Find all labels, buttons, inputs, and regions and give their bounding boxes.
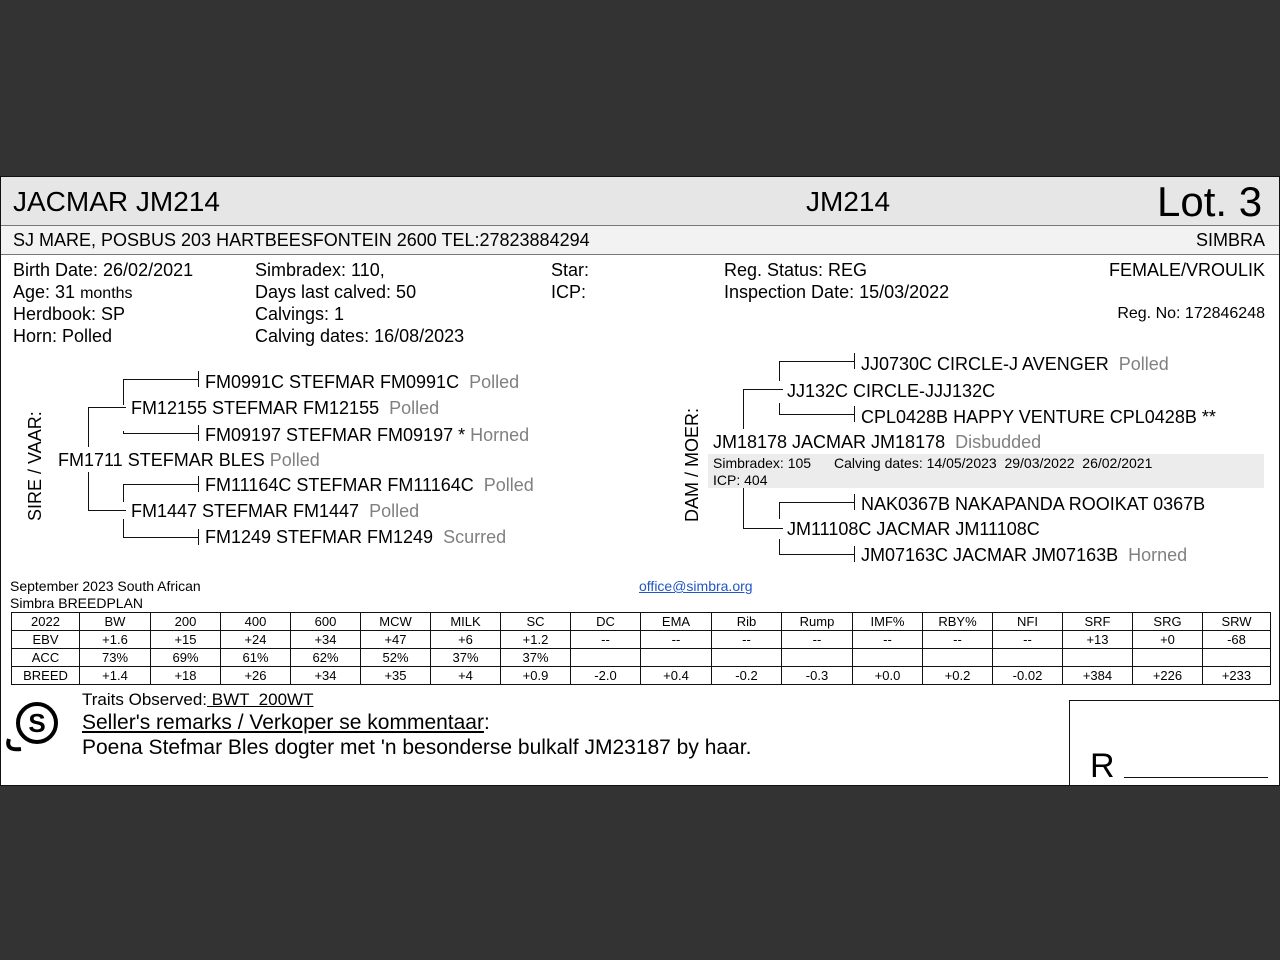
table-cell: +24 (221, 631, 291, 649)
table-header-cell: NFI (993, 613, 1063, 631)
table-cell: +384 (1063, 667, 1133, 685)
line (88, 407, 89, 447)
line (198, 371, 199, 387)
dss-name: JJ0730C CIRCLE-J AVENGER (861, 354, 1109, 374)
icp: ICP: (551, 282, 587, 302)
price-box[interactable] (1069, 700, 1280, 786)
breedplan-caption-2: Simbra BREEDPLAN (10, 595, 144, 611)
ssd-horn: Horned (470, 425, 530, 445)
line (779, 502, 780, 519)
table-cell: -0.3 (782, 667, 853, 685)
lot-card (0, 176, 1280, 786)
table-header-cell: RBY% (923, 613, 993, 631)
table-row (12, 631, 1271, 649)
dds-name: NAK0367B NAKAPANDA ROOIKAT 0367B (861, 494, 1206, 514)
calving-dates: Calving dates: 16/08/2023 (255, 326, 465, 346)
table-cell: -- (853, 631, 923, 649)
table-cell: +1.6 (80, 631, 151, 649)
sex: FEMALE/VROULIK (1108, 260, 1265, 280)
line (743, 488, 744, 528)
table-cell: +233 (1203, 667, 1271, 685)
breedplan-caption-1: September 2023 South African (10, 578, 201, 594)
line (123, 484, 199, 485)
sds-name: FM11164C STEFMAR FM11164C (205, 475, 474, 495)
dam-horn: Disbudded (955, 432, 1042, 452)
dam (713, 431, 1041, 453)
dam-info-box (708, 454, 1264, 488)
sds-horn: Polled (483, 475, 534, 495)
table-cell: -0.2 (712, 667, 782, 685)
ssd-name: FM09197 STEFMAR FM09197 * (205, 425, 466, 445)
table-cell: +4 (431, 667, 501, 685)
table-row (12, 649, 1271, 667)
sire-sire-dam (205, 424, 529, 446)
age-unit: months (80, 285, 133, 302)
sire-dam (131, 500, 419, 522)
dam-dam-dam (861, 544, 1187, 566)
dam-name: JM18178 JACMAR JM18178 (713, 432, 946, 452)
sire-dam-dam (205, 526, 506, 548)
dss-horn: Polled (1118, 354, 1169, 374)
table-cell (853, 649, 923, 667)
table-cell: EBV (12, 631, 80, 649)
table-cell (1063, 649, 1133, 667)
table-cell: 62% (291, 649, 361, 667)
line (123, 379, 124, 405)
traits-value: BWT 200WT (207, 690, 314, 709)
logo-letter: S (28, 708, 46, 738)
table-cell: +47 (361, 631, 431, 649)
traits-observed (82, 690, 313, 710)
dam-dam (787, 518, 1040, 540)
sire-sire-sire (205, 371, 519, 393)
table-cell: -2.0 (571, 667, 641, 685)
line (88, 407, 126, 408)
line (779, 554, 855, 555)
traits-label: Traits Observed: (82, 690, 208, 709)
table-cell: +0 (1133, 631, 1203, 649)
sss-horn: Polled (469, 372, 520, 392)
sd-horn: Polled (369, 501, 420, 521)
table-cell: ACC (12, 649, 80, 667)
table-row (12, 667, 1271, 685)
table-header-cell: EMA (641, 613, 712, 631)
line (779, 502, 855, 503)
table-cell: +1.2 (501, 631, 571, 649)
line (854, 353, 855, 369)
table-cell (1203, 649, 1271, 667)
sss-name: FM0991C STEFMAR FM0991C (205, 372, 460, 392)
table-cell: -- (923, 631, 993, 649)
table-cell: -0.02 (993, 667, 1063, 685)
table-cell (641, 649, 712, 667)
line (743, 389, 783, 390)
table-header-cell: SRG (1133, 613, 1203, 631)
table-cell: +34 (291, 667, 361, 685)
table-cell: +6 (431, 631, 501, 649)
title-bar (1, 177, 1279, 226)
sire-side-label: SIRE / VAAR: (25, 411, 45, 521)
table-header-cell: 600 (291, 613, 361, 631)
ds-name: JJ132C CIRCLE-JJJ132C (787, 381, 996, 401)
owner-address: SJ MARE, POSBUS 203 HARTBEESFONTEIN 2600 TEL:27823884294 (13, 230, 590, 250)
table-cell: BREED (12, 667, 80, 685)
table-cell: +18 (151, 667, 221, 685)
price-prefix: R (1090, 747, 1115, 785)
line (88, 510, 126, 511)
inspection-date: Inspection Date: 15/03/2022 (724, 282, 950, 302)
line (779, 403, 780, 414)
remarks-heading (82, 710, 490, 736)
sdd-horn: Scurred (443, 527, 507, 547)
herdbook: Herdbook: SP (13, 304, 126, 324)
table-cell: +0.0 (853, 667, 923, 685)
animal-id: JM214 (806, 186, 891, 217)
table-header-cell: BW (80, 613, 151, 631)
ddd-name: JM07163C JACMAR JM07163B (861, 545, 1119, 565)
table-cell (1133, 649, 1203, 667)
line (854, 546, 855, 562)
sdd-name: FM1249 STEFMAR FM1249 (205, 527, 434, 547)
line (743, 528, 783, 529)
remarks-heading-text: Seller's remarks / Verkoper se kommentaar (82, 711, 484, 734)
line (123, 379, 199, 380)
dd-name: JM11108C JACMAR JM11108C (787, 519, 1040, 539)
dam-icp: ICP: 404 (713, 472, 768, 488)
line (779, 414, 855, 415)
ss-name: FM12155 STEFMAR FM12155 (131, 398, 380, 418)
table-cell: 37% (501, 649, 571, 667)
price-line (1124, 777, 1268, 778)
calvings: Calvings: 1 (255, 304, 345, 324)
table-cell: 37% (431, 649, 501, 667)
table-cell: +0.9 (501, 667, 571, 685)
table-cell (712, 649, 782, 667)
age (13, 281, 133, 305)
reg-status: Reg. Status: REG (724, 260, 868, 280)
table-cell: +15 (151, 631, 221, 649)
dam-side-label: DAM / MOER: (682, 407, 702, 522)
owner-bar (1, 226, 1279, 255)
table-cell: +26 (221, 667, 291, 685)
line (123, 433, 199, 434)
age-value: Age: 31 (13, 282, 76, 302)
table-header-cell: SRW (1203, 613, 1271, 631)
table-cell: -- (571, 631, 641, 649)
line (854, 406, 855, 422)
line (198, 476, 199, 492)
simbra-logo (3, 699, 71, 759)
lot-number: Lot. 3 (1157, 178, 1263, 225)
star: Star: (551, 260, 590, 280)
table-header-cell: IMF% (853, 613, 923, 631)
ddd-horn: Horned (1128, 545, 1188, 565)
sire-name: FM1711 STEFMAR BLES (58, 450, 265, 470)
dam-sire (787, 380, 995, 402)
table-cell: +0.2 (923, 667, 993, 685)
line (779, 361, 855, 362)
line (854, 494, 855, 510)
dam-dam-sire (861, 493, 1205, 515)
table-cell (571, 649, 641, 667)
table-cell (993, 649, 1063, 667)
line (743, 389, 744, 429)
table-cell (923, 649, 993, 667)
table-header-cell: MILK (431, 613, 501, 631)
table-header-cell: MCW (361, 613, 431, 631)
table-cell: -- (993, 631, 1063, 649)
horn-status: Horn: Polled (13, 326, 113, 346)
dsd-name: CPL0428B HAPPY VENTURE CPL0428B ** (861, 407, 1216, 427)
breed-label: SIMBRA (1195, 230, 1265, 250)
line (123, 537, 199, 538)
reg-number: Reg. No: 172846248 (1117, 305, 1265, 322)
table-cell: -- (712, 631, 782, 649)
table-cell: +1.4 (80, 667, 151, 685)
table-cell: +35 (361, 667, 431, 685)
line (198, 425, 199, 441)
table-cell: +13 (1063, 631, 1133, 649)
birth-date: Birth Date: 26/02/2021 (13, 260, 194, 280)
table-cell: 61% (221, 649, 291, 667)
line (88, 472, 89, 510)
table-cell: -68 (1203, 631, 1271, 649)
remarks-text: Poena Stefmar Bles dogter met 'n besonderse bulkalf JM23187 by haar. (82, 736, 752, 759)
line (123, 519, 124, 537)
line (198, 529, 199, 545)
table-header-cell: 200 (151, 613, 221, 631)
table-cell: +34 (291, 631, 361, 649)
dam-simbradex: Simbradex: 105 (713, 455, 812, 471)
sire-dam-sire (205, 474, 534, 496)
sire (58, 449, 320, 471)
table-header-row (12, 613, 1271, 631)
days-last-calved: Days last calved: 50 (255, 282, 417, 302)
animal-name: JACMAR JM214 (13, 186, 220, 217)
table-header-cell: DC (571, 613, 641, 631)
simbradex: Simbradex: 110, (255, 260, 385, 280)
table-header-cell: Rib (712, 613, 782, 631)
table-cell: 73% (80, 649, 151, 667)
line (779, 539, 780, 554)
table-header-cell: SC (501, 613, 571, 631)
line (779, 361, 780, 381)
ss-horn: Polled (389, 398, 440, 418)
sire-horn: Polled (269, 450, 320, 470)
dam-sire-dam (861, 406, 1216, 428)
table-cell: -- (641, 631, 712, 649)
dam-sire-sire (861, 353, 1169, 375)
table-cell: +226 (1133, 667, 1203, 685)
table-cell: -- (782, 631, 853, 649)
table-cell: 52% (361, 649, 431, 667)
table-cell: +0.4 (641, 667, 712, 685)
remarks-colon: : (483, 711, 490, 734)
sd-name: FM1447 STEFMAR FM1447 (131, 501, 360, 521)
table-cell (782, 649, 853, 667)
table-header-cell: SRF (1063, 613, 1133, 631)
email-link[interactable]: office@simbra.org (639, 578, 753, 594)
sire-sire (131, 397, 439, 419)
breedplan-table (11, 612, 1271, 685)
line (123, 484, 124, 502)
dam-calving-dates: Calving dates: 14/05/2023 29/03/2022 26/02/2021 (834, 455, 1153, 471)
table-header-cell: 2022 (12, 613, 80, 631)
table-header-cell: Rump (782, 613, 853, 631)
table-cell: 69% (151, 649, 221, 667)
table-header-cell: 400 (221, 613, 291, 631)
